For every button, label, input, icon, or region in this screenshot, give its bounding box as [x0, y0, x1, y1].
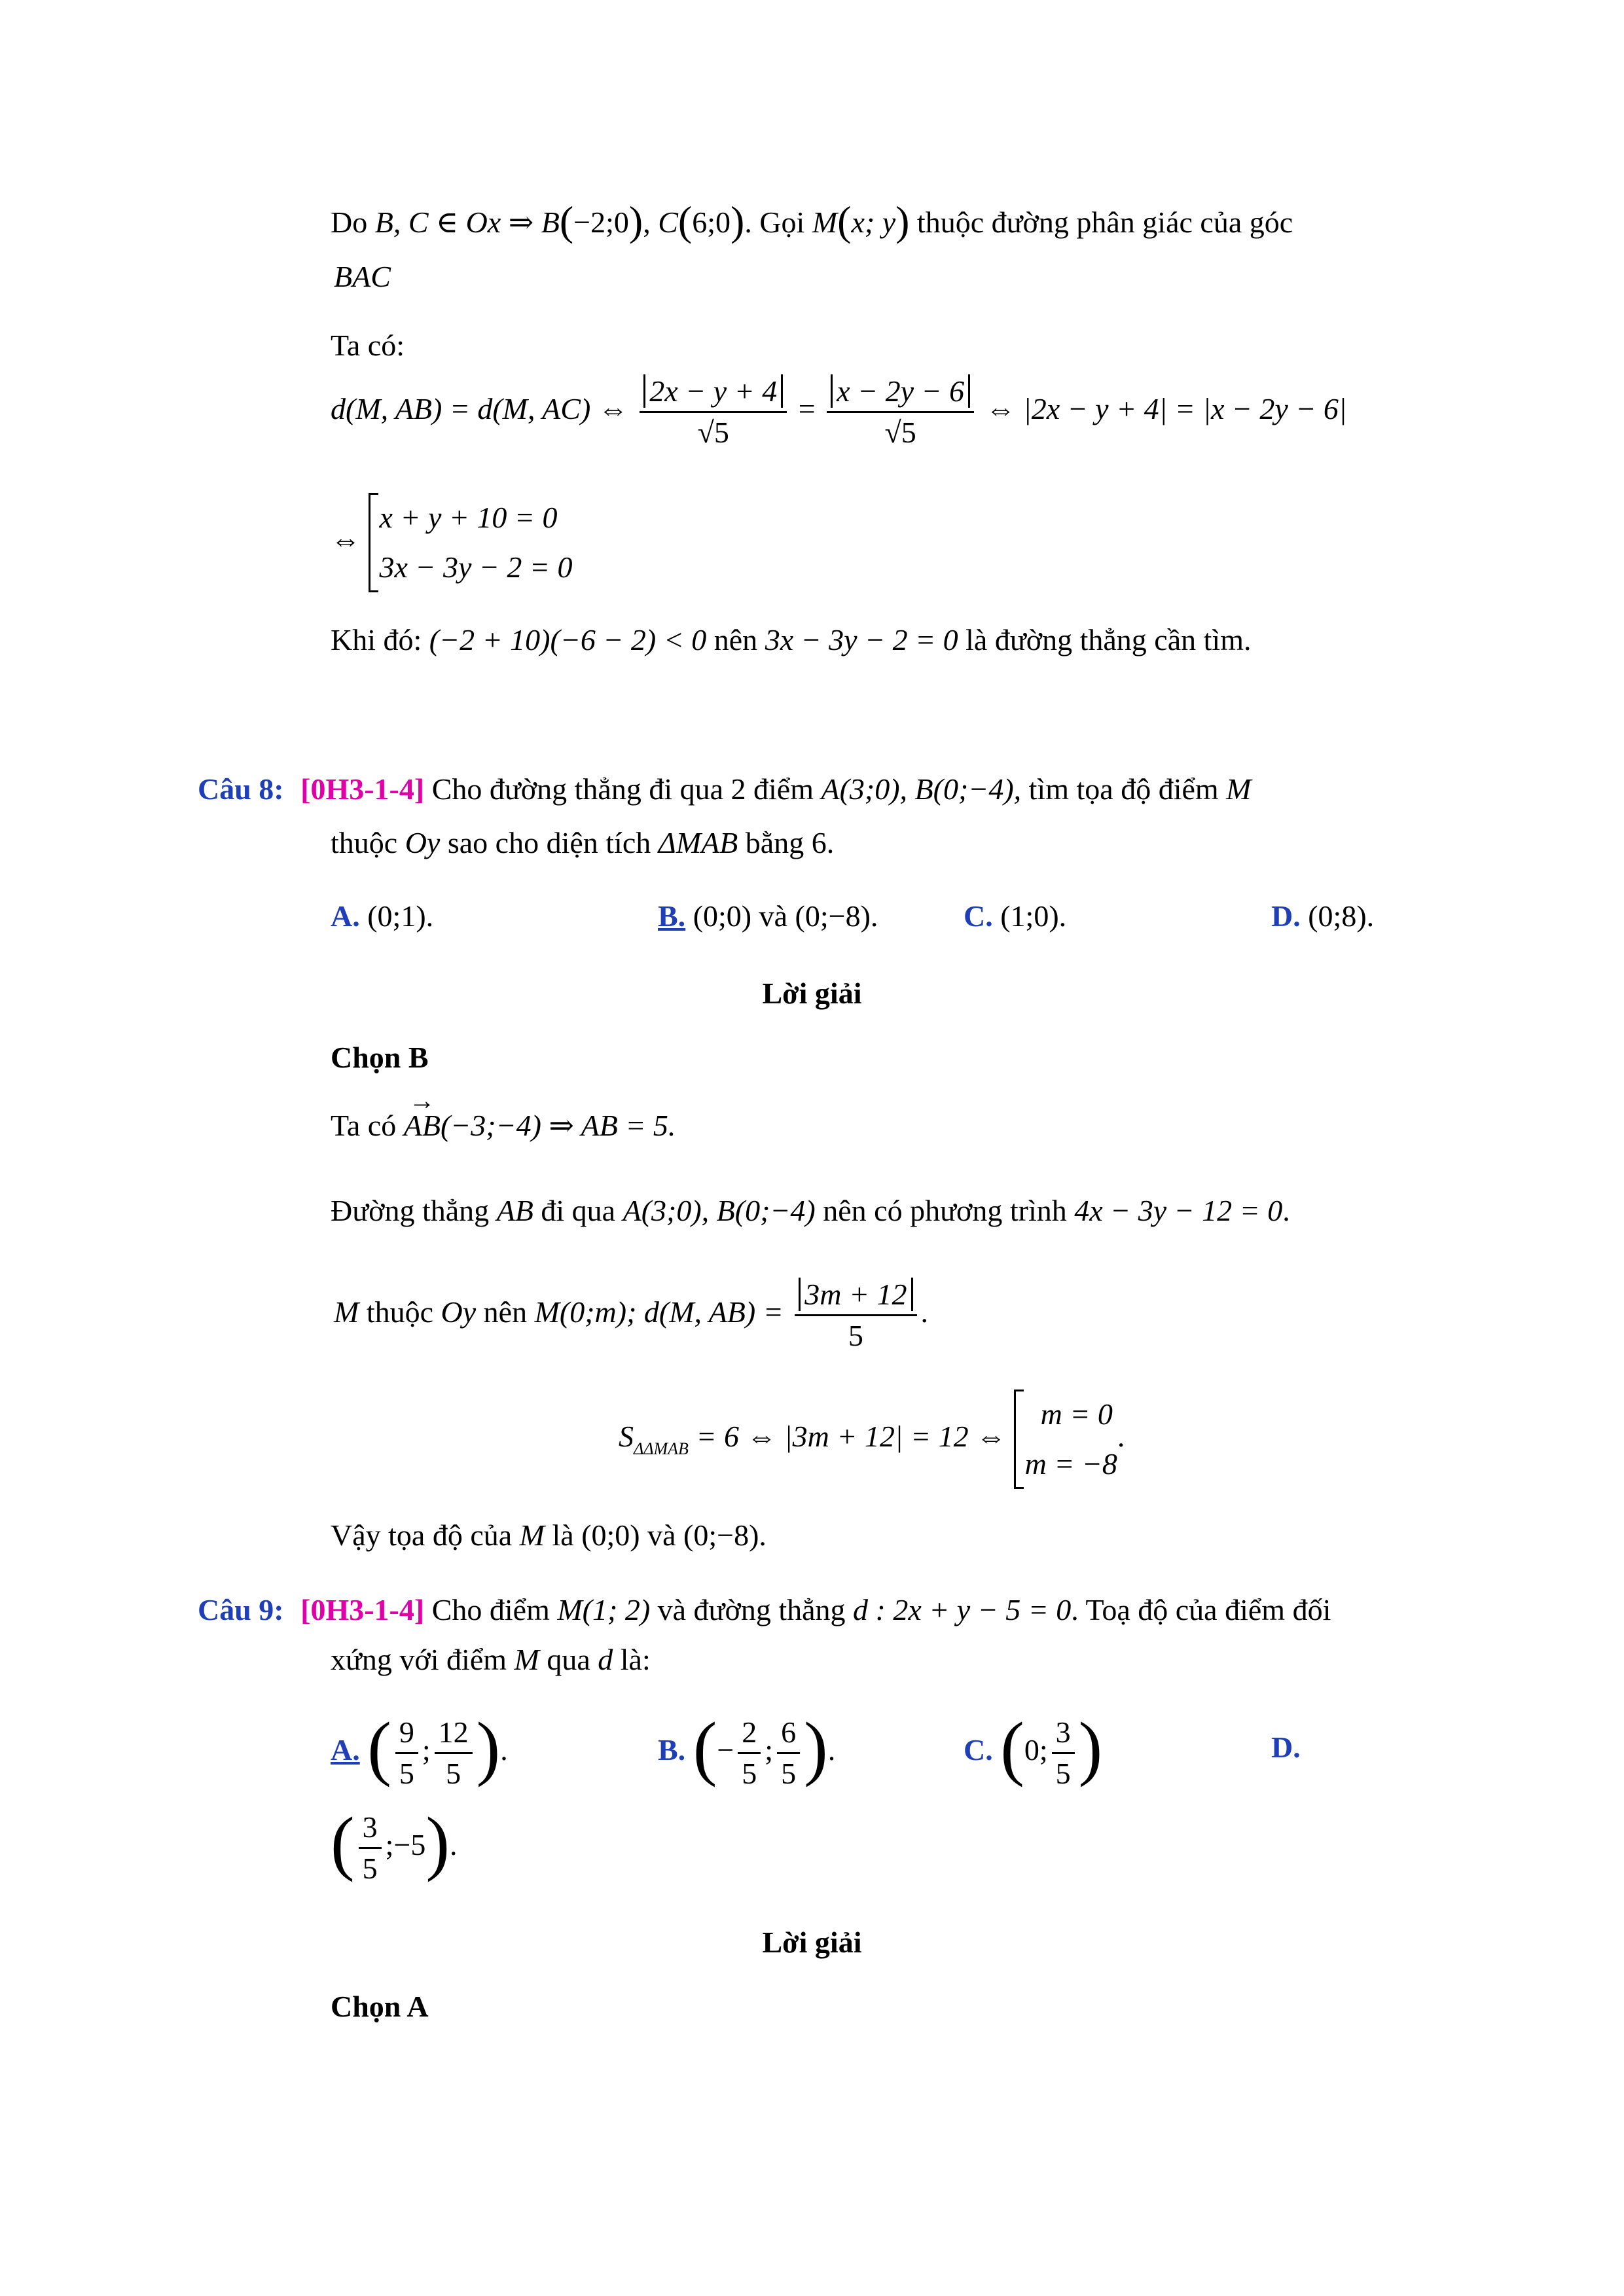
q9-solution-heading: Lời giải — [762, 1926, 862, 1959]
q8-choice: Chọn B — [331, 1041, 429, 1074]
question8-line2: thuộc Oy sao cho diện tích ΔMAB bằng 6. — [331, 826, 835, 859]
q8-solution-step1: Ta có AB →(−3;−4) ⇒ AB = 5. — [331, 1107, 676, 1144]
q9-option-d-value[interactable]: ( $\frac{3}{5}$ ;−5). — [331, 1803, 458, 1885]
q9-option-b[interactable]: B. (− $\frac{2}{5}$ ; $\frac{6}{5}$ ). — [658, 1708, 836, 1790]
sol7-system: ⇔ x + y + 10 = 0 3x − 3y − 2 = 0 — [331, 488, 572, 592]
question9-line2: xứng với điểm M qua d là: — [331, 1643, 651, 1676]
sol7-line1: Do B, C ∈ Ox ⇒ B(−2;0), C(6;0). Gọi M(x; y) thuộc đường phân giác của góc — [331, 198, 1293, 244]
question9-tag: [0H3-1-4] — [300, 1593, 425, 1626]
q8-option-a[interactable]: A. (0;1). — [331, 899, 434, 933]
q9-option-d-letter[interactable]: D. — [1271, 1731, 1301, 1764]
q8-solution-step3: M thuộc Oy nên M(0;m); d(M, AB) = $\frac{3m + 12}{5}$ . — [334, 1266, 928, 1365]
sol7-taco: Ta có: — [331, 329, 405, 362]
q8-solution-step2: Đường thẳng AB đi qua A(3;0), B(0;−4) nên có phương trình 4x − 3y − 12 = 0. — [331, 1194, 1290, 1227]
q8-option-d[interactable]: D. (0;8). — [1271, 899, 1375, 933]
q8-solution-heading: Lời giải — [762, 977, 862, 1010]
q8-option-c[interactable]: C. (1;0). — [964, 899, 1067, 933]
q8-option-b[interactable]: B. (0;0) và (0;−8). — [658, 899, 878, 933]
question9-line1: Câu 9: [0H3-1-4] Cho điểm M(1; 2) và đường thẳng d : 2x + y − 5 = 0. Toạ độ của điểm đối — [198, 1593, 1331, 1626]
q9-option-a[interactable]: A. ( $\frac{9}{5}$ ; $\frac{12}{5}$ ). — [331, 1708, 508, 1790]
q8-solution-step4: $S_{\Delta\Delta MAB} = 6$ ⇔ |3m + 12| = 12 ⇔ m = 0 m = −8 . — [619, 1384, 1125, 1489]
sol7-distance-equation: d(M, AB) = d(M, AC) ⇔ $\frac{2x - y + 4}{√5}$ = $\frac{x - 2y - 6}{√5}$ ⇔ |2x − y + 4| = |x − 2y − 6| — [331, 367, 1347, 458]
question9-label: Câu 9: — [198, 1593, 284, 1626]
sol7-angle-label: BAC — [334, 260, 391, 293]
question8-tag: [0H3-1-4] — [300, 772, 425, 806]
q9-choice: Chọn A — [331, 1990, 429, 2023]
q9-option-c[interactable]: C. (0; $\frac{3}{5}$ ) — [964, 1708, 1103, 1790]
sol7-conclusion: Khi đó: (−2 + 10)(−6 − 2) < 0 nên 3x − 3y − 2 = 0 là đường thẳng cần tìm. — [331, 623, 1252, 656]
question8-line1: Câu 8: [0H3-1-4] Cho đường thẳng đi qua 2 điểm A(3;0), B(0;−4), tìm tọa độ điểm M — [198, 772, 1252, 806]
q8-solution-conclusion: Vậy tọa độ của M là (0;0) và (0;−8). — [331, 1518, 767, 1552]
question8-label: Câu 8: — [198, 772, 284, 806]
